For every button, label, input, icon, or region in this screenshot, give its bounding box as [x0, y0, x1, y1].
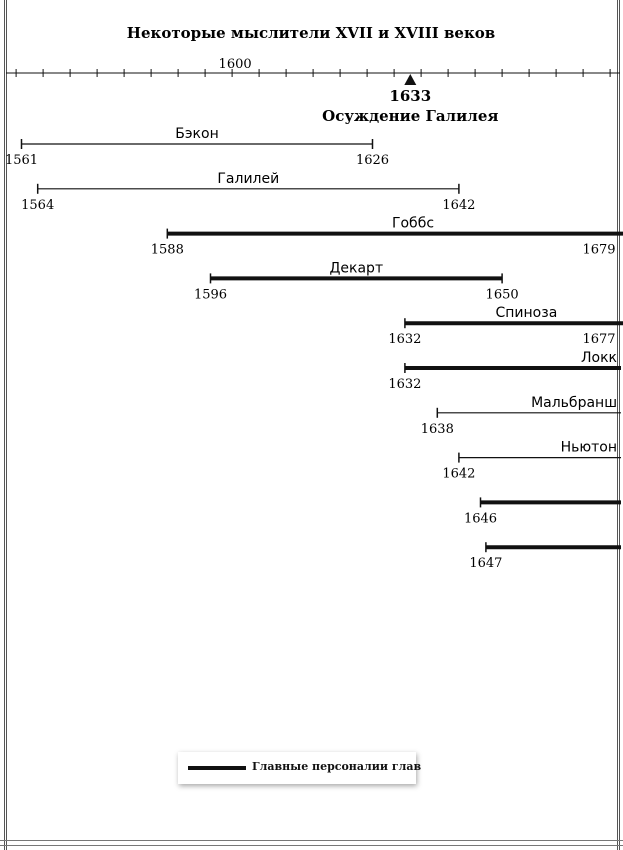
lifespan-row [194, 260, 519, 302]
lifespan-row [5, 126, 389, 168]
lifespan-row [21, 171, 475, 213]
lifespan-row [421, 395, 621, 437]
birth-year-label: 1596 [193, 287, 228, 303]
thinker-name: Гоббс [391, 215, 435, 232]
event-year: 1633 [389, 87, 432, 105]
thinker-name: Бэкон [175, 126, 219, 142]
lifespan-row [388, 350, 621, 392]
birth-year-label: 1561 [4, 153, 39, 168]
lifespan-row [469, 542, 621, 571]
axis-year-label: 1600 [218, 57, 252, 72]
lifespan-bars [5, 126, 623, 571]
thinker-name: Галилей [217, 170, 280, 187]
birth-year-label: 1642 [442, 466, 476, 482]
legend-label: Главные персоналии глав [252, 760, 422, 773]
thinker-name: Мальбранш [531, 394, 617, 411]
event-label: Осуждение Галилея [322, 107, 499, 125]
diagram-title: Некоторые мыслители XVII и XVIII веков [126, 24, 496, 42]
death-year-label: 1626 [355, 153, 390, 168]
event-marker-triangle [404, 74, 416, 85]
birth-year-label: 1647 [469, 556, 503, 572]
thinker-name: Локк [580, 350, 617, 366]
lifespan-row [464, 497, 621, 526]
birth-year-label: 1564 [21, 197, 55, 213]
death-year-label: 1679 [582, 242, 616, 258]
thinker-name: Ньютон [560, 439, 617, 456]
birth-year-label: 1632 [388, 377, 422, 392]
death-year-label: 1677 [582, 332, 616, 348]
thinker-name: Спиноза [495, 305, 558, 322]
legend-swatch-main [188, 766, 246, 770]
lifespan-row [442, 440, 621, 482]
birth-year-label: 1632 [388, 332, 422, 348]
thinker-name: Декарт [329, 260, 384, 277]
legend-box [178, 752, 422, 784]
birth-year-label: 1638 [420, 421, 454, 437]
birth-year-label: 1646 [463, 511, 498, 527]
death-year-label: 1642 [442, 197, 476, 213]
death-year-label: 1650 [485, 287, 519, 303]
lifespan-row [151, 216, 623, 258]
birth-year-label: 1588 [150, 242, 184, 258]
lifespan-row [388, 305, 623, 347]
